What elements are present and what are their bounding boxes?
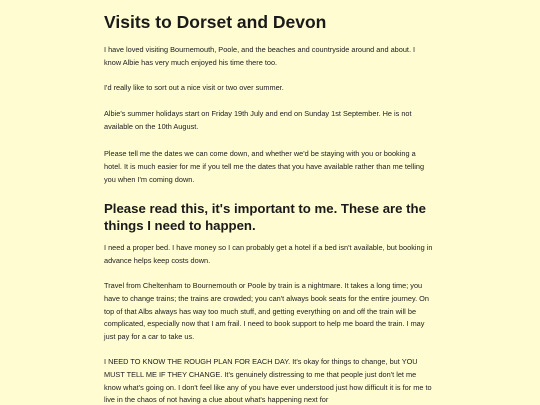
page-title: Visits to Dorset and Devon [104,12,327,32]
intro-paragraph-4: Please tell me the dates we can come down, and whether we'd be staying with you or booking a hotel. It is much easier for me if you tell me the dates that you have available rather than me telling you when I'm coming down. [104,149,425,184]
needs-paragraph-bed: I need a proper bed. I have money so I can probably get a hotel if a bed isn't available, but booking in advance helps keep costs down. [104,243,433,265]
intro-paragraph-3: Albie's summer holidays start on Friday 19th July and end on Sunday 1st September. He is not available on the 10th August. [104,109,412,131]
section-heading: Please read this, it's important to me. These are the things I need to happen. [104,201,426,233]
needs-paragraph-plan: I NEED TO KNOW THE ROUGH PLAN FOR EACH DAY. It's okay for things to change, but YOU MUST TELL ME IF THEY CHANGE. It's genuinely distressing to me that people just don't let me know what's going on. I don't feel like any of you have ever understood just how difficult it is for me to live in the chaos of not having a clue about what's happening next for [104,357,432,405]
intro-paragraph-1: I have loved visiting Bournemouth, Poole, and the beaches and countryside around and about. I know Albie has very much enjoyed his time there too. [104,45,416,67]
intro-paragraph-2: I'd really like to sort out a nice visit or two over summer. [104,83,284,92]
needs-paragraph-travel: Travel from Cheltenham to Bournemouth or Poole by train is a nightmare. It takes a long time; you have to change trains; the trains are crowded; you can't always book seats for the entire journey. On top of that Albs always has way too much stuff, and getting everything on and off the train will be complicated, especially now that I am frail. I need to book support to help me board the train. I may just pay for a car to take us. [104,281,429,342]
